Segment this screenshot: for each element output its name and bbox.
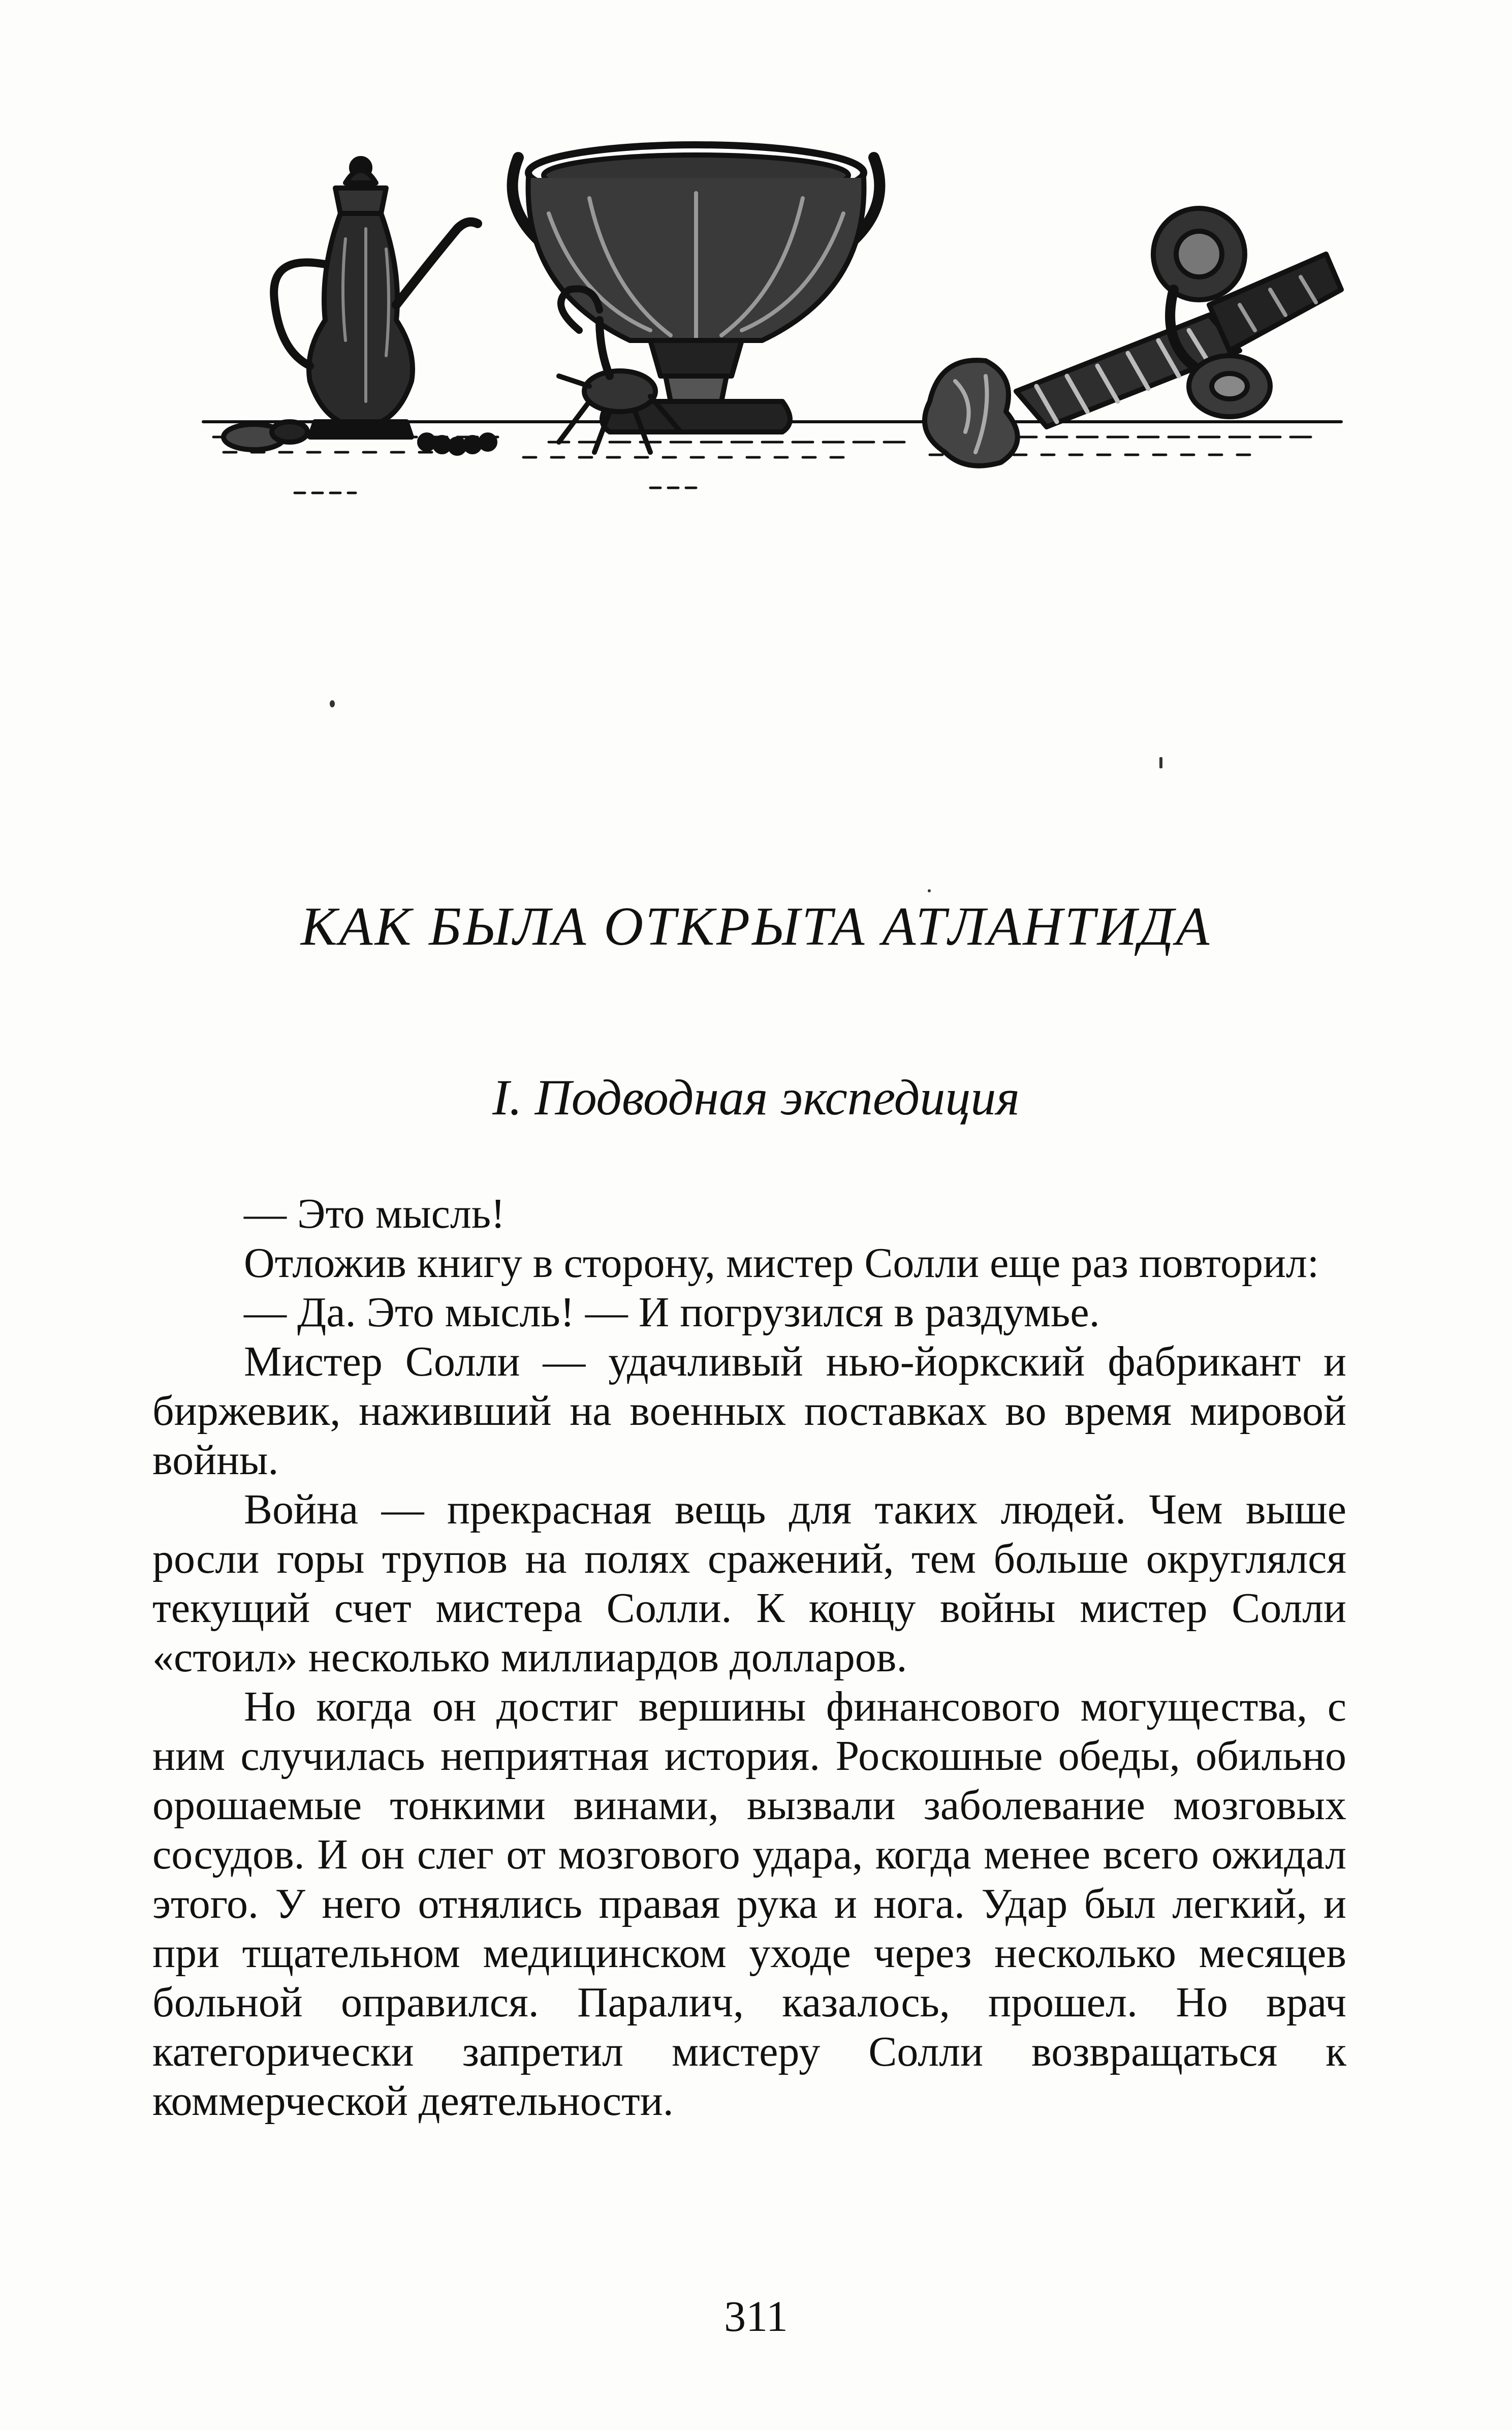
- paragraph: — Да. Это мысль! — И погрузился в раздумье.: [244, 1289, 1100, 1336]
- paragraph: Но когда он достиг вершины финансового могущества, с ним случилась неприятная история. Роскошные обеды, обильно орошаемые тонкими винами, вызвали заболевание мозговых сосудов. И он слег от мозгового удара, когда менее всего ожидал этого. У него отнялись правая рука и нога. Удар был легкий, и при тщательном медицинском уходе через несколько месяцев больной оправился. Паралич, казалось, прошел. Но врач категорически запретил мистеру Солли возвращаться к коммерческой деятельности.: [152, 1683, 1346, 2125]
- paragraph: Война — прекрасная вещь для таких людей. Чем выше росли горы трупов на полях сражений, тем больше округлялся текущий счет мистера Солли. К концу войны мистер Солли «стоил» несколько миллиардов долларов.: [152, 1486, 1346, 1681]
- chapter-title: КАК БЫЛА ОТКРЫТА АТЛАНТИДА: [300, 896, 1212, 957]
- paragraph: Мистер Солли — удачливый нью-йоркский фабрикант и биржевик, наживший на военных поставках во время мировой войны.: [152, 1338, 1346, 1484]
- page-number: 311: [724, 2292, 788, 2341]
- section-title: I. Подводная экспедиция: [492, 1069, 1020, 1126]
- paragraph: — Это мысль!: [244, 1190, 506, 1237]
- print-speck: [330, 700, 335, 707]
- print-speck: [928, 889, 931, 892]
- paragraph: Отложив книгу в сторону, мистер Солли еще раз повторил:: [244, 1239, 1319, 1287]
- chapter-illustration: [193, 137, 1351, 534]
- coffee-pot-drawing: [274, 159, 478, 437]
- rope-bundle-drawing: [925, 208, 1341, 466]
- print-speck: [1159, 757, 1162, 768]
- body-text: [152, 1189, 1346, 2126]
